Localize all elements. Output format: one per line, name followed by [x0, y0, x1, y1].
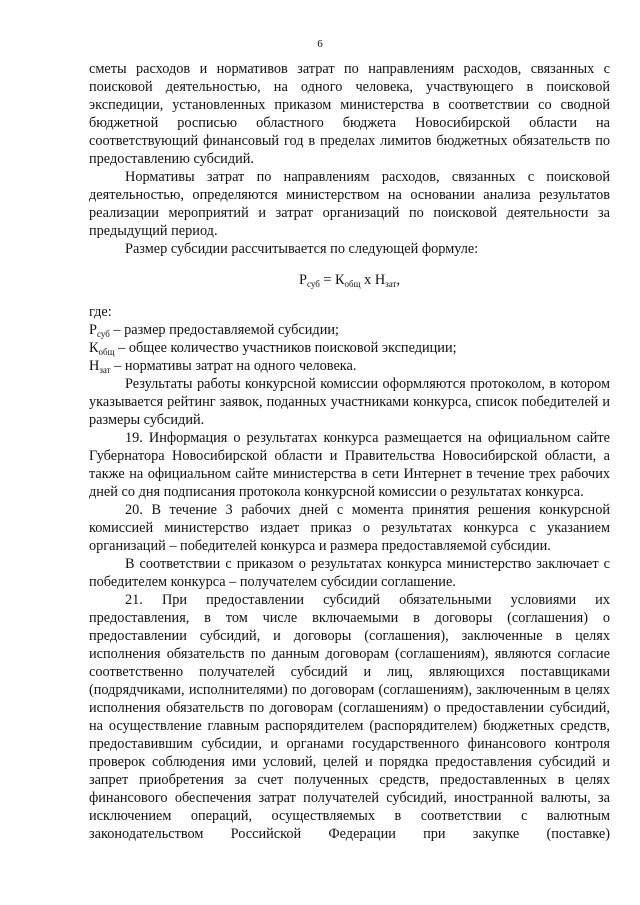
formula-n-subscript: зат — [385, 279, 397, 289]
paragraph-cost-norms: Нормативы затрат по направлениям расходов, связанных с поисковой деятельностью, определяются министерством на основании анализа результатов реализации мероприятий и затрат организаций по поисковой деятельности за предыдущий период. — [89, 169, 610, 239]
paragraph-21-conditions: 21. При предоставлении субсидий обязательными условиями их предоставления, в том числе включаемыми в договоры (соглашения) о предоставлении субсидий, и договоры (соглашения), заключенные в целях исполнения обязательств по данным договорам (соглашениям), являются согласие соответственно получателей субсидий и лиц, являющихся поставщиками (подрядчиками, исполнителями) по договорам (соглашениям), заключенным в целях исполнения обязательств по договорам (соглашениям) о предоставлении субсидий, на осуществление главным распорядителем (распорядителем) бюджетных средств, предоставившим субсидии, и органами государственного финансового контроля проверок соблюдения ими условий, целей и порядка предоставления субсидий и запрет приобретения за счет полученных средств, предоставленных в целях финансового обеспечения затрат получателей субсидий, иностранной валюты, за исключением операций, осуществляемых в соответствии с валютным законодательством Российской Федерации при закупке (поставке) — [89, 592, 610, 842]
subsidy-formula — [89, 271, 610, 289]
paragraph-estimate-continuation: сметы расходов и нормативов затрат по направлениям расходов, связанных с поисковой деятельностью, на одного человека, участвующего в поисковой экспедиции, установленных приказом министерства в соответствии со сводной бюджетной росписью областного бюджета Новосибирской области на соответствующий финансовый год в пределах лимитов бюджетных обязательств по предоставлению субсидий. — [89, 61, 610, 167]
page-number: 6 — [317, 38, 323, 50]
where-label: где: — [89, 304, 112, 320]
paragraph-20-order: 20. В течение 3 рабочих дней с момента принятия решения конкурсной комиссией министерство издает приказ о результатах конкурса с указанием организаций – победителей конкурса и размера предоставляемой субсидии. — [89, 502, 610, 554]
formula-equals: = — [319, 272, 335, 288]
paragraph-formula-intro: Размер субсидии рассчитывается по следующей формуле: — [125, 241, 479, 257]
definition-n: $Н_{зат}$ – нормативы затрат на одного человека. — [89, 358, 357, 375]
formula-k-subscript: общ — [344, 279, 361, 289]
paragraph-agreement: В соответствии с приказом о результатах конкурса министерство заключает с победителем конкурса – получателем субсидии соглашение. — [89, 556, 610, 590]
paragraph-19-publication: 19. Информация о результатах конкурса размещается на официальном сайте Губернатора Новосибирской области и Правительства Новосибирской области, а также на официальном сайте министерства в сети Интернет в течение трех рабочих дней со дня подписания протокола конкурсной комиссии о результатах конкурса. — [89, 430, 610, 500]
paragraph-commission-results: Результаты работы конкурсной комиссии оформляются протоколом, в котором указывается рейтинг заявок, поданных участниками конкурса, список победителей и размеры субсидий. — [89, 376, 610, 428]
formula-tail: , — [396, 272, 401, 288]
definition-k: $К_{общ}$ – общее количество участников поисковой экспедиции; — [89, 340, 457, 357]
formula-r-subscript: суб — [306, 279, 320, 289]
formula-times: х — [360, 272, 375, 288]
formula-r: Р — [298, 272, 307, 288]
definition-r: $Р_{суб}$ – размер предоставляемой субсидии; — [89, 322, 339, 339]
formula-n: Н — [374, 272, 386, 288]
formula-definitions — [89, 303, 610, 375]
document-body — [89, 60, 610, 843]
formula-k: К — [335, 272, 345, 288]
